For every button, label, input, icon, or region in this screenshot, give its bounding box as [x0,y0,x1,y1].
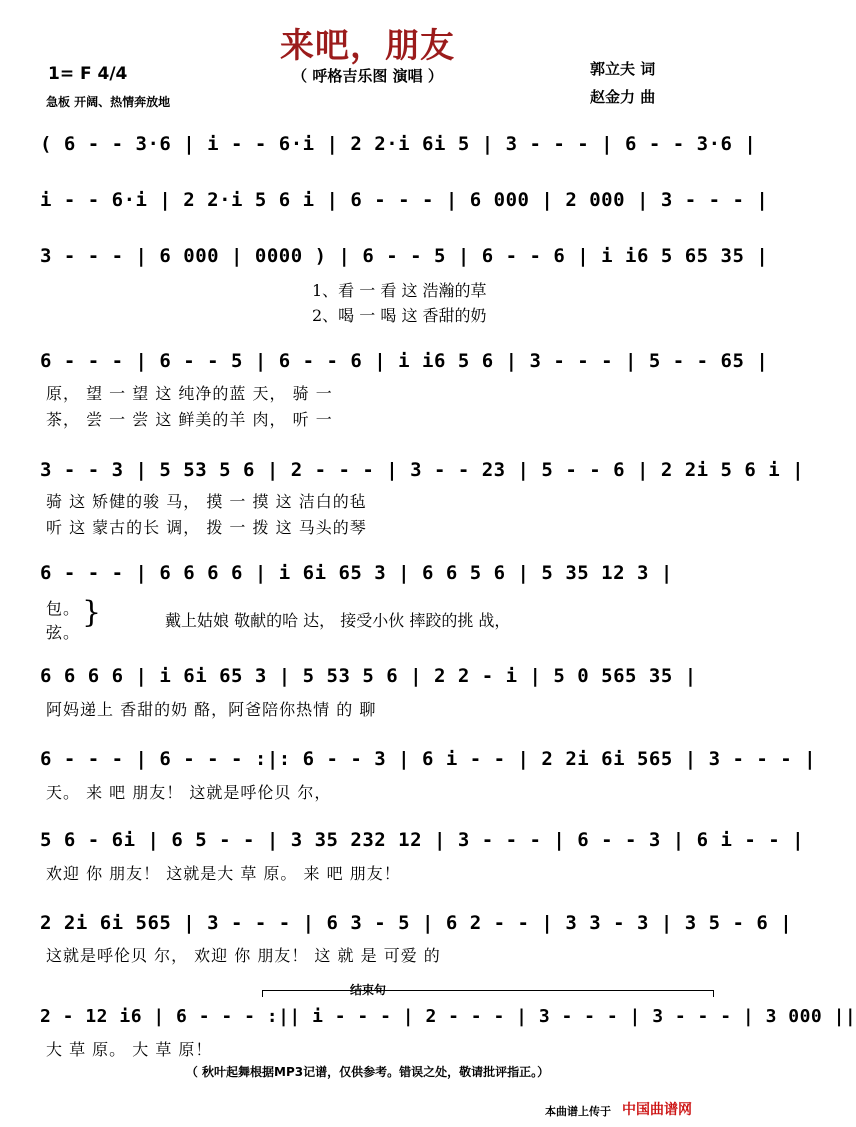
music-line-8: 6 - - - | 6 - - - :|: 6 - - 3 | 6 i - - | 2 2i 6i 565 | 3 - - - | [40,748,817,770]
song-title: 来吧，朋友 [280,26,455,66]
music-line-6: 6 - - - | 6 6 6 6 | i 6i 65 3 | 6 6 5 6 | 5 35 12 3 | [40,562,673,584]
transcription-note: （ 秋叶起舞根据MP3记谱，仅供参考。错误之处，敬请批评指正。） [185,1065,550,1079]
lyric-line-5b: 听 这 蒙古的长 调， 拨 一 拨 这 马头的琴 [46,518,367,537]
site-logo: 中国曲谱网 [622,1102,692,1118]
verse-brace: } [82,595,102,630]
music-line-5: 3 - - 3 | 5 53 5 6 | 2 - - - | 3 - - 23 | 5 - - 6 | 2 2i 5 6 i | [40,459,805,481]
lyric-line-4a: 原， 望 一 望 这 纯净的蓝 天， 骑 一 [46,384,333,403]
lyric-line-11: 大 草 原。 大 草 原！ [46,1040,213,1059]
lyricist-credit: 郭立夫 词 [590,60,656,78]
music-line-7: 6 6 6 6 | i 6i 65 3 | 5 53 5 6 | 2 2 - i | 5 0 565 35 | [40,665,697,687]
music-line-3: 3 - - - | 6 000 | 0000 ) | 6 - - 5 | 6 - - 6 | i i6 5 65 35 | [40,245,769,267]
composer-credit: 赵金力 曲 [590,88,656,106]
lyric-line-9: 欢迎 你 朋友！ 这就是大 草 原。 来 吧 朋友！ [46,864,401,883]
key-signature: 1= F 4/4 [48,64,128,84]
music-line-2: i - - 6·i | 2 2·i 5 6 i | 6 - - - | 6 000 | 2 000 | 3 - - - | [40,189,769,211]
lyric-line-4b: 茶， 尝 一 尝 这 鲜美的羊 肉， 听 一 [46,410,333,429]
verse-2-lyric: 2、喝 一 喝 这 香甜的奶 [312,306,487,325]
lyric-line-10: 这就是呼伦贝 尔， 欢迎 你 朋友！ 这 就 是 可爱 的 [46,946,441,965]
chorus-lyric: 戴上姑娘 敬献的哈 达， 接受小伙 摔跤的挑 战， [165,611,511,630]
ending-label: 结束句 [350,983,387,997]
music-line-9: 5 6 - 6i | 6 5 - - | 3 35 232 12 | 3 - - - | 6 - - 3 | 6 i - - | [40,829,805,851]
lyric-line-8: 天。 来 吧 朋友！ 这就是呼伦贝 尔， [46,783,332,802]
music-line-4: 6 - - - | 6 - - 5 | 6 - - 6 | i i6 5 6 | 3 - - - | 5 - - 65 | [40,350,769,372]
upload-caption: 本曲谱上传于 [545,1105,611,1118]
lyric-line-7: 阿妈递上 香甜的奶 酪，阿爸陪你热情 的 聊 [46,700,377,719]
ending-bracket [262,990,714,997]
tempo-marking: 急板 开阔、热情奔放地 [46,95,171,109]
lyric-line-5a: 骑 这 矫健的骏 马， 摸 一 摸 这 洁白的毡 [46,492,367,511]
music-line-10: 2 2i 6i 565 | 3 - - - | 6 3 - 5 | 6 2 - - | 3 3 - 3 | 3 5 - 6 | [40,912,793,934]
lyric-line-6b: 弦。 [46,623,81,642]
verse-1-lyric: 1、看 一 看 这 浩瀚的草 [312,281,487,300]
lyric-line-6a: 包。 [46,599,81,618]
performer-subtitle: （ 呼格吉乐图 演唱 ） [292,67,443,85]
music-line-11: 2 - 12 i6 | 6 - - - :|| i - - - | 2 - - - | 3 - - - | 3 - - - | 3 000 || [40,1006,856,1027]
music-line-1: ( 6 - - 3·6 | i - - 6·i | 2 2·i 6i 5 | 3 - - - | 6 - - 3·6 | [40,133,757,155]
